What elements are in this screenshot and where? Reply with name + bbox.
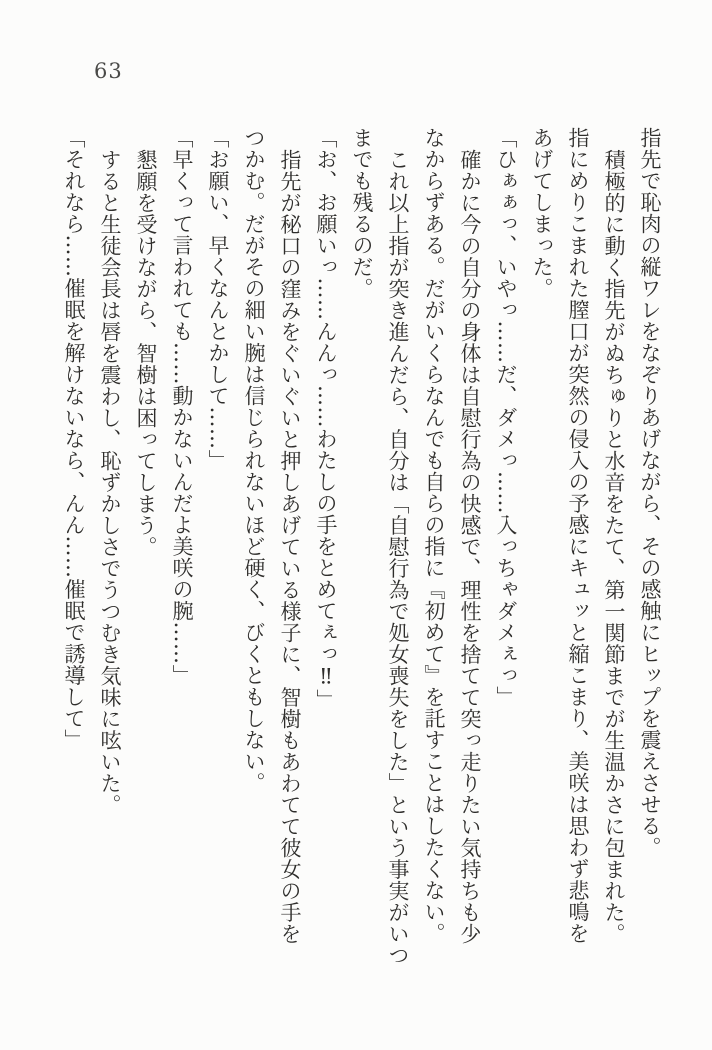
text-column: 「お願い、早くなんとかして……」 — [206, 127, 230, 471]
text-column: これ以上指が突き進んだら、自分は「自慰行為で処女喪失をした」という事実がいつ — [386, 148, 410, 966]
text-column: 確かに今の自分の身体は自慰行為の快感で、理性を捨てて突っ走りたい気持ちも少 — [458, 148, 482, 944]
text-column: 指先が秘口の窪みをぐいぐいと押しあげている様子に、智樹もあわてて彼女の手を — [278, 148, 302, 944]
text-column: 指にめりこまれた膣口が突然の侵入の予感にキュッと縮こまり、美咲は思わず悲鳴を — [566, 127, 590, 944]
text-column: 「お、お願いっ……んんっ……わたしの手をとめてぇっ‼」 — [314, 127, 338, 711]
text-column: 指先で恥肉の縦ワレをなぞりあげながら、その感触にヒップを震えさせる。 — [638, 127, 662, 858]
text-column: すると生徒会長は唇を震わし、恥ずかしさでうつむき気味に呟いた。 — [98, 148, 122, 815]
text-column: なからずある。だがいくらなんでも自らの指に『初めて』を託すことはしたくない。 — [422, 127, 446, 944]
text-column: 懇願を受けながら、智樹は困ってしまう。 — [134, 148, 158, 557]
text-column: あげてしまった。 — [530, 127, 554, 299]
text-column: つかむ。だがその細い腕は信じられないほど硬く、びくともしない。 — [242, 127, 266, 794]
text-column: 「それなら……催眠を解けないなら、んん……催眠で誘導して」 — [62, 127, 86, 751]
page-number: 63 — [94, 59, 123, 83]
book-page-text — [56, 127, 668, 1007]
text-column: までも残るのだ。 — [350, 127, 374, 299]
text-column: 「ひぁぁっ、いやっ……だ、ダメっ……入っちゃダメぇっ」 — [494, 127, 518, 708]
text-column: 「早くって言われても……動かないんだよ美咲の腕……」 — [170, 127, 194, 686]
text-column: 積極的に動く指先がぬちゅりと水音をたて、第一関節までが生温かさに包まれた。 — [602, 148, 626, 944]
